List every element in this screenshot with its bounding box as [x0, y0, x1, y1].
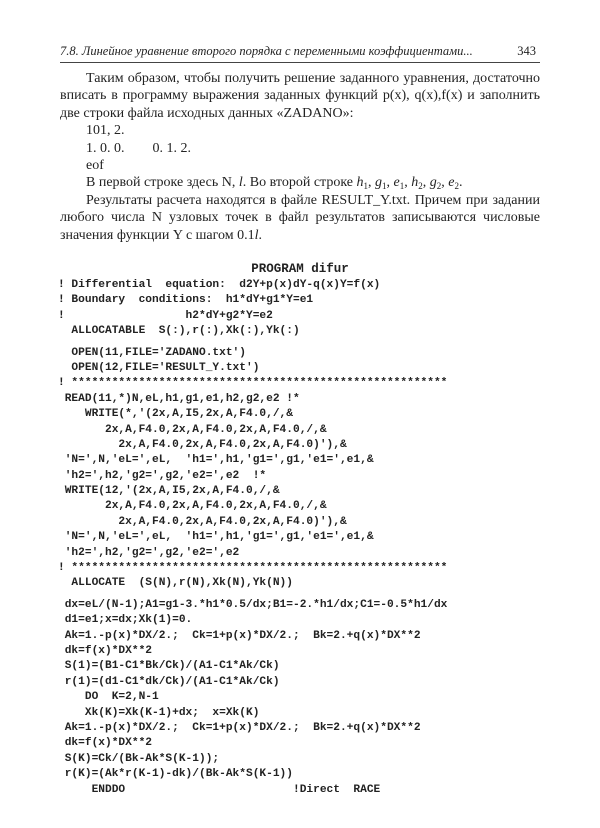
code-line: ! h2*dY+g2*Y=e2	[58, 309, 273, 322]
code-line: DO K=2,N-1	[58, 691, 159, 704]
paragraph-results	[60, 192, 540, 244]
code-line: 'N=',N,'eL=',eL, 'h1=',h1,'g1=',g1,'e1=',e1,&	[58, 454, 374, 467]
var-l: l	[254, 227, 259, 243]
code-line: dk=f(x)*DX**2	[58, 644, 152, 657]
data-line-2-part-b: 0. 1. 2.	[152, 140, 191, 156]
var-h1: h	[356, 175, 364, 191]
code-line: OPEN(12,FILE='RESULT_Y.txt')	[58, 361, 260, 374]
code-line: READ(11,*)N,eL,h1,g1,e1,h2,g2,e2 !*	[58, 392, 300, 405]
comma: ,	[404, 175, 412, 191]
code-line: S(1)=(B1-C1*Bk/Ck)/(A1-C1*Ak/Ck)	[58, 660, 280, 673]
sub-1: 1	[399, 181, 405, 192]
code-line: Ak=1.-p(x)*DX/2.; Ck=1+p(x)*DX/2.; Bk=2.+q(x)*DX**2	[58, 629, 421, 642]
data-line-2	[60, 140, 540, 157]
program-title: PROGRAM difur	[251, 262, 349, 276]
sub-2: 2	[418, 181, 423, 192]
code-line: S(K)=Ck/(Bk-Ak*S(K-1));	[58, 752, 220, 765]
code-line: 2x,A,F4.0,2x,A,F4.0,2x,A,F4.0,/,&	[58, 500, 327, 513]
period: .	[458, 175, 463, 191]
code-line: 2x,A,F4.0,2x,A,F4.0,2x,A,F4.0)'),&	[58, 438, 347, 451]
code-line: 'N=',N,'eL=',eL, 'h1=',h1,'g1=',g1,'e1=',e1,&	[58, 531, 374, 544]
running-header	[60, 44, 540, 63]
var-l: l	[238, 175, 243, 191]
code-line: WRITE(12,'(2x,A,I5,2x,A,F4.0,/,&	[58, 485, 280, 498]
code-line: ALLOCATE (S(N),r(N),Xk(N),Yk(N))	[58, 577, 293, 590]
code-line: WRITE(*,'(2x,A,I5,2x,A,F4.0,/,&	[58, 408, 293, 421]
code-line: ENDDO !Direct RACE	[58, 783, 381, 796]
code-line: ! Boundary conditions: h1*dY+g1*Y=e1	[58, 294, 314, 307]
p3-main: Результаты расчета находятся в файле RESULT_Y.txt. Причем при задании любого числа N узловых точек в файл результатов записываются числовые значения функции Y с шагом 0.1	[60, 192, 540, 243]
code-line: ! ********************************************************	[58, 562, 448, 575]
chapter-title: 7.8. Линейное уравнение второго порядка с переменными коэффициентами...	[60, 44, 473, 58]
code-line: ! ********************************************************	[58, 377, 448, 390]
sub-2: 2	[436, 181, 442, 192]
code-line: dx=eL/(N-1);A1=g1-3.*h1*0.5/dx;B1=-2.*h1/dx;C1=-0.5*h1/dx	[58, 598, 448, 611]
code-line: 2x,A,F4.0,2x,A,F4.0,2x,A,F4.0,/,&	[58, 423, 327, 436]
page-number: 343	[517, 44, 536, 58]
data-line-1: 101, 2.	[86, 123, 125, 139]
code-listing	[58, 278, 550, 798]
var-h2: h	[411, 175, 419, 191]
code-line: 2x,A,F4.0,2x,A,F4.0,2x,A,F4.0)'),&	[58, 515, 347, 528]
var-e1: e	[393, 175, 400, 191]
code-line: OPEN(11,FILE='ZADANO.txt')	[58, 346, 246, 359]
paragraph-lines	[60, 174, 540, 191]
p3-end: .	[258, 227, 263, 243]
code-line: ! Differential equation: d2Y+p(x)dY-q(x)Y=f(x)	[58, 279, 381, 291]
code-line: ALLOCATABLE S(:),r(:),Xk(:),Yk(:)	[58, 325, 300, 338]
comma: ,	[368, 175, 375, 191]
code-line: Xk(K)=Xk(K-1)+dx; x=Xk(K)	[58, 706, 260, 719]
paragraph-intro: Таким образом, чтобы получить решение заданного уравнения, достаточно вписать в программу выражения заданных функций p(x), q(x),f(x) и заполнить две строки файла исходных данных «ZADANO»:	[60, 71, 540, 121]
comma: ,	[441, 175, 449, 191]
code-line: r(K)=(Ak*r(K-1)-dk)/(Bk-Ak*S(K-1))	[58, 768, 293, 781]
comma: ,	[422, 175, 430, 191]
code-line: 'h2=',h2,'g2=',g2,'e2=',e2 !*	[58, 469, 267, 482]
sub-1: 1	[363, 181, 368, 192]
var-g2: g	[429, 175, 437, 191]
sub-1: 1	[382, 181, 387, 192]
p2-mid: . Во второй строке	[242, 175, 357, 191]
var-e2: e	[448, 175, 455, 191]
data-line-2-part-a: 1. 0. 0.	[86, 140, 125, 156]
code-line: r(1)=(d1-C1*dk/Ck)/(A1-C1*Ak/Ck)	[58, 675, 280, 688]
code-line: Ak=1.-p(x)*DX/2.; Ck=1+p(x)*DX/2.; Bk=2.+q(x)*DX**2	[58, 721, 421, 734]
sub-2: 2	[454, 181, 459, 192]
p2-prefix: В первой строке здесь N,	[86, 175, 239, 191]
code-line: d1=e1;x=dx;Xk(1)=0.	[58, 614, 193, 627]
var-g1: g	[375, 175, 382, 191]
code-line: 'h2=',h2,'g2=',g2,'e2=',e2	[58, 546, 240, 559]
code-line: dk=f(x)*DX**2	[58, 737, 152, 750]
eof-line: eof	[86, 158, 104, 174]
body-text	[60, 70, 540, 244]
comma: ,	[386, 175, 394, 191]
